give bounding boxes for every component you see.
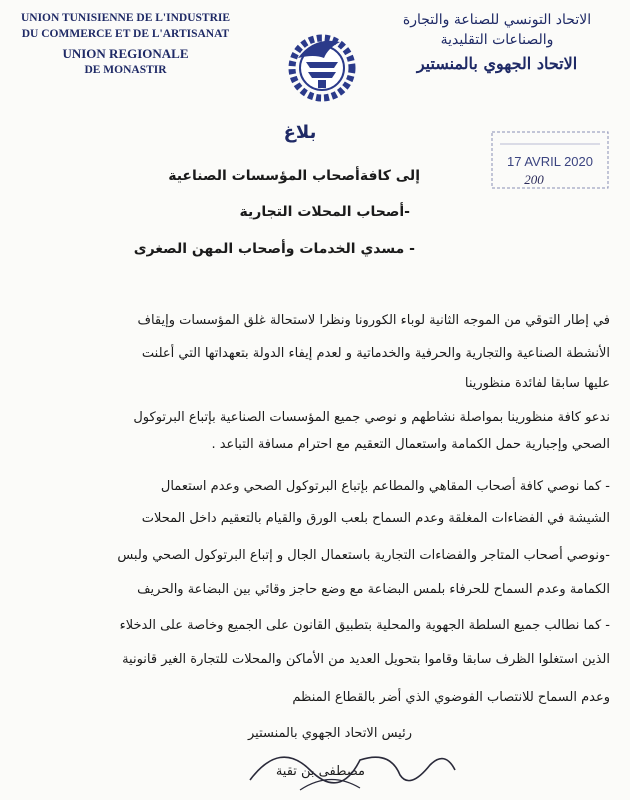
org-name-ar-line-2: والصناعات التقليدية	[440, 32, 554, 48]
body-line: الأنشطة الصناعية والتجارية والحرفية والخدماتية و لعدم إيفاء الدولة بتعهداتها التي أعلنت	[141, 346, 610, 361]
signatory-title: رئيس الاتحاد الجهوي بالمنستير	[247, 726, 412, 741]
org-name-line-1: UNION TUNISIENNE DE L'INDUSTRIE	[20, 12, 231, 24]
org-name-line-3: UNION REGIONALE	[62, 46, 189, 61]
recipient-line-3: - مسدي الخدمات وأصحاب المهن الصغرى	[133, 241, 415, 257]
body-line: -ونوصي أصحاب المتاجر والفضاءات التجارية باستعمال الجال و إتباع البرتوكول الصحي ولبس	[117, 548, 610, 563]
body-line: - كما نوصي كافة أصحاب المقاهي والمطاعم بإتباع البرتوكول الصحي وعدم استعمال	[160, 479, 610, 494]
org-name-line-4: DE MONASTIR	[84, 64, 167, 76]
signatory-name: مصطفى بن تقية	[275, 764, 365, 779]
body-line: وعدم السماح للانتصاب الفوضوي الذي أضر بالقطاع المنظم	[292, 690, 610, 705]
body-line: - كما نطالب جميع السلطة الجهوية والمحلية بتطبيق القانون على الجميع وخاصة على الدخلاء	[119, 618, 610, 633]
body-line: الذين استغلوا الظرف سابقا وقاموا بتحويل العديد من الأماكن والمحلات للتجارة الغير قانونية	[122, 652, 610, 667]
recipient-line-1: إلى كافةأصحاب المؤسسات الصناعية	[168, 168, 420, 184]
document-title: بلاغ	[283, 122, 317, 143]
stamp-date: 17 AVRIL 2020	[506, 154, 594, 169]
org-name-line-2: DU COMMERCE ET DE L'ARTISANAT	[21, 28, 230, 40]
org-name-ar-line-3: الاتحاد الجهوي بالمنستير	[416, 54, 578, 73]
stamp-number: 200	[524, 172, 544, 187]
body-line: عليها سابقا لفائدة منظورينا	[464, 376, 610, 391]
org-name-ar-line-1: الاتحاد التونسي للصناعة والتجارة	[402, 12, 592, 28]
body-line: الصحي وإجبارية حمل الكمامة واستعمال التعقيم مع احترام مسافة التباعد .	[211, 437, 610, 452]
utica-logo-icon	[284, 28, 360, 104]
body-line: الشيشة في الفضاءات المغلقة وعدم السماح بلعب الورق والقيام بالتعقيم داخل المحلات	[141, 511, 610, 526]
received-stamp	[490, 130, 610, 190]
recipient-line-2: -أصحاب المحلات التجارية	[239, 204, 410, 220]
body-line: في إطار التوقي من الموجه الثانية لوباء الكورونا ونظرا لاستحالة غلق المؤسسات وإيقاف	[137, 313, 610, 328]
letterhead-french	[8, 10, 243, 78]
letterhead-arabic	[382, 10, 612, 76]
body-line: ندعو كافة منظورينا بمواصلة نشاطهم و نوصي جميع المؤسسات الصناعية بإتباع البرتوكول	[133, 410, 610, 425]
body-line: الكمامة وعدم السماح للحرفاء بلمس البضاعة مع وضع حاجز وقائي بين البضاعة والحريف	[137, 582, 610, 597]
handwritten-signature	[240, 730, 460, 798]
